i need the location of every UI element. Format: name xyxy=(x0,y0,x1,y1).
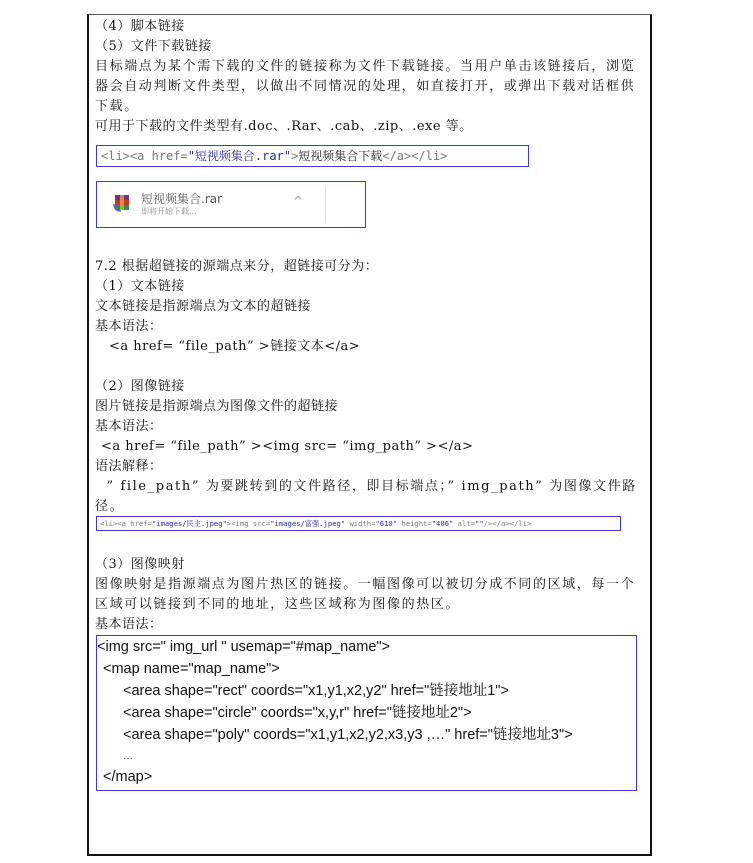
code-line-ellipsis: … xyxy=(123,751,133,762)
divider xyxy=(325,186,326,223)
code-line: <img src=" img_url " usemap="#map_name"> xyxy=(97,639,391,655)
item2-syntax: <a href= “file_path” ><img src= “img_path” ></a> xyxy=(101,439,474,454)
code-line: <area shape="poly" coords="x1,y1,x2,y2,x3,y3 ,…" href="链接地址3"> xyxy=(123,727,573,743)
code-example-image-link xyxy=(96,516,621,531)
item2-syntax-label: 基本语法： xyxy=(95,419,163,434)
code-string: "610" xyxy=(375,519,398,528)
code-string: "" xyxy=(475,519,484,528)
item3-desc: 图像映射是指源端点为图片热区的链接。一幅图像可以被切分成不同的区域，每一个区域可以链接到不同的地址，这些区域称为图像的热区。 xyxy=(95,577,636,612)
code-line: <area shape="circle" coords="x,y,r" href="链接地址2"> xyxy=(123,705,472,721)
code-part: <li><a href= xyxy=(100,519,152,528)
chevron-up-icon[interactable]: ^ xyxy=(293,194,304,208)
item3-title: （3）图像映射 xyxy=(95,557,185,572)
section-7-2-heading: 7.2 根据超链接的源端点来分，超链接可分为： xyxy=(95,259,379,274)
code-string: "406" xyxy=(431,519,454,528)
item3-syntax-label: 基本语法： xyxy=(95,617,163,632)
code-part: /></a></li> xyxy=(483,519,532,528)
document-page xyxy=(87,14,652,856)
code-line: <map name="map_name"> xyxy=(103,661,280,677)
heading-script-link: （4）脚本链接 xyxy=(95,19,185,34)
code-line: <area shape="rect" coords="x1,y1,x2,y2" href="链接地址1"> xyxy=(123,683,509,699)
code-line: </map> xyxy=(103,769,153,785)
download-status: 即将开始下载... xyxy=(141,207,197,216)
item2-explain-label: 语法解释： xyxy=(95,459,163,474)
item1-desc: 文本链接是指源端点为文本的超链接 xyxy=(95,299,312,314)
code-link-text: 短视频集合下载 xyxy=(298,149,383,163)
code-part: height= xyxy=(397,519,432,528)
winrar-archive-icon xyxy=(113,194,131,212)
item2-explain: ” file_path” 为要跳转到的文件路径，即目标端点；” img_path” 为图像文件路径。 xyxy=(95,479,637,514)
item1-title: （1）文本链接 xyxy=(95,279,185,294)
code-string: "images/富强.jpeg" xyxy=(270,519,346,528)
code-tag-open: <li><a href= xyxy=(101,149,188,163)
download-file-name: 短视频集合.rar xyxy=(141,192,223,206)
heading-file-download-link: （5）文件下载链接 xyxy=(95,39,212,54)
item1-syntax-label: 基本语法： xyxy=(95,319,163,334)
code-tag-close: </a></li> xyxy=(382,149,448,163)
item2-desc: 图片链接是指源端点为图像文件的超链接 xyxy=(95,399,339,414)
item2-title: （2）图像链接 xyxy=(95,379,185,394)
code-part: alt= xyxy=(453,519,475,528)
item1-syntax: <a href= “file_path” >链接文本</a> xyxy=(109,339,361,354)
code-example-image-map xyxy=(96,635,637,791)
code-href-value: "短视频集合.rar" xyxy=(187,149,292,163)
code-part: ><img src= xyxy=(226,519,271,528)
paragraph-file-types: 可用于下载的文件类型有.doc、.Rar、.cab、.zip、.exe 等。 xyxy=(95,119,473,134)
download-bar-screenshot xyxy=(96,181,366,228)
paragraph-file-download-desc: 目标端点为某个需下载的文件的链接称为文件下载链接。当用户单击该链接后，浏览器会自动判断文件类型，以做出不同情况的处理，如直接打开，或弹出下载对话框供下载。 xyxy=(95,59,636,114)
code-string: "images/民主.jpeg" xyxy=(151,519,227,528)
code-bracket: > xyxy=(291,149,299,163)
code-example-download-link xyxy=(96,145,529,167)
code-part: width= xyxy=(345,519,376,528)
